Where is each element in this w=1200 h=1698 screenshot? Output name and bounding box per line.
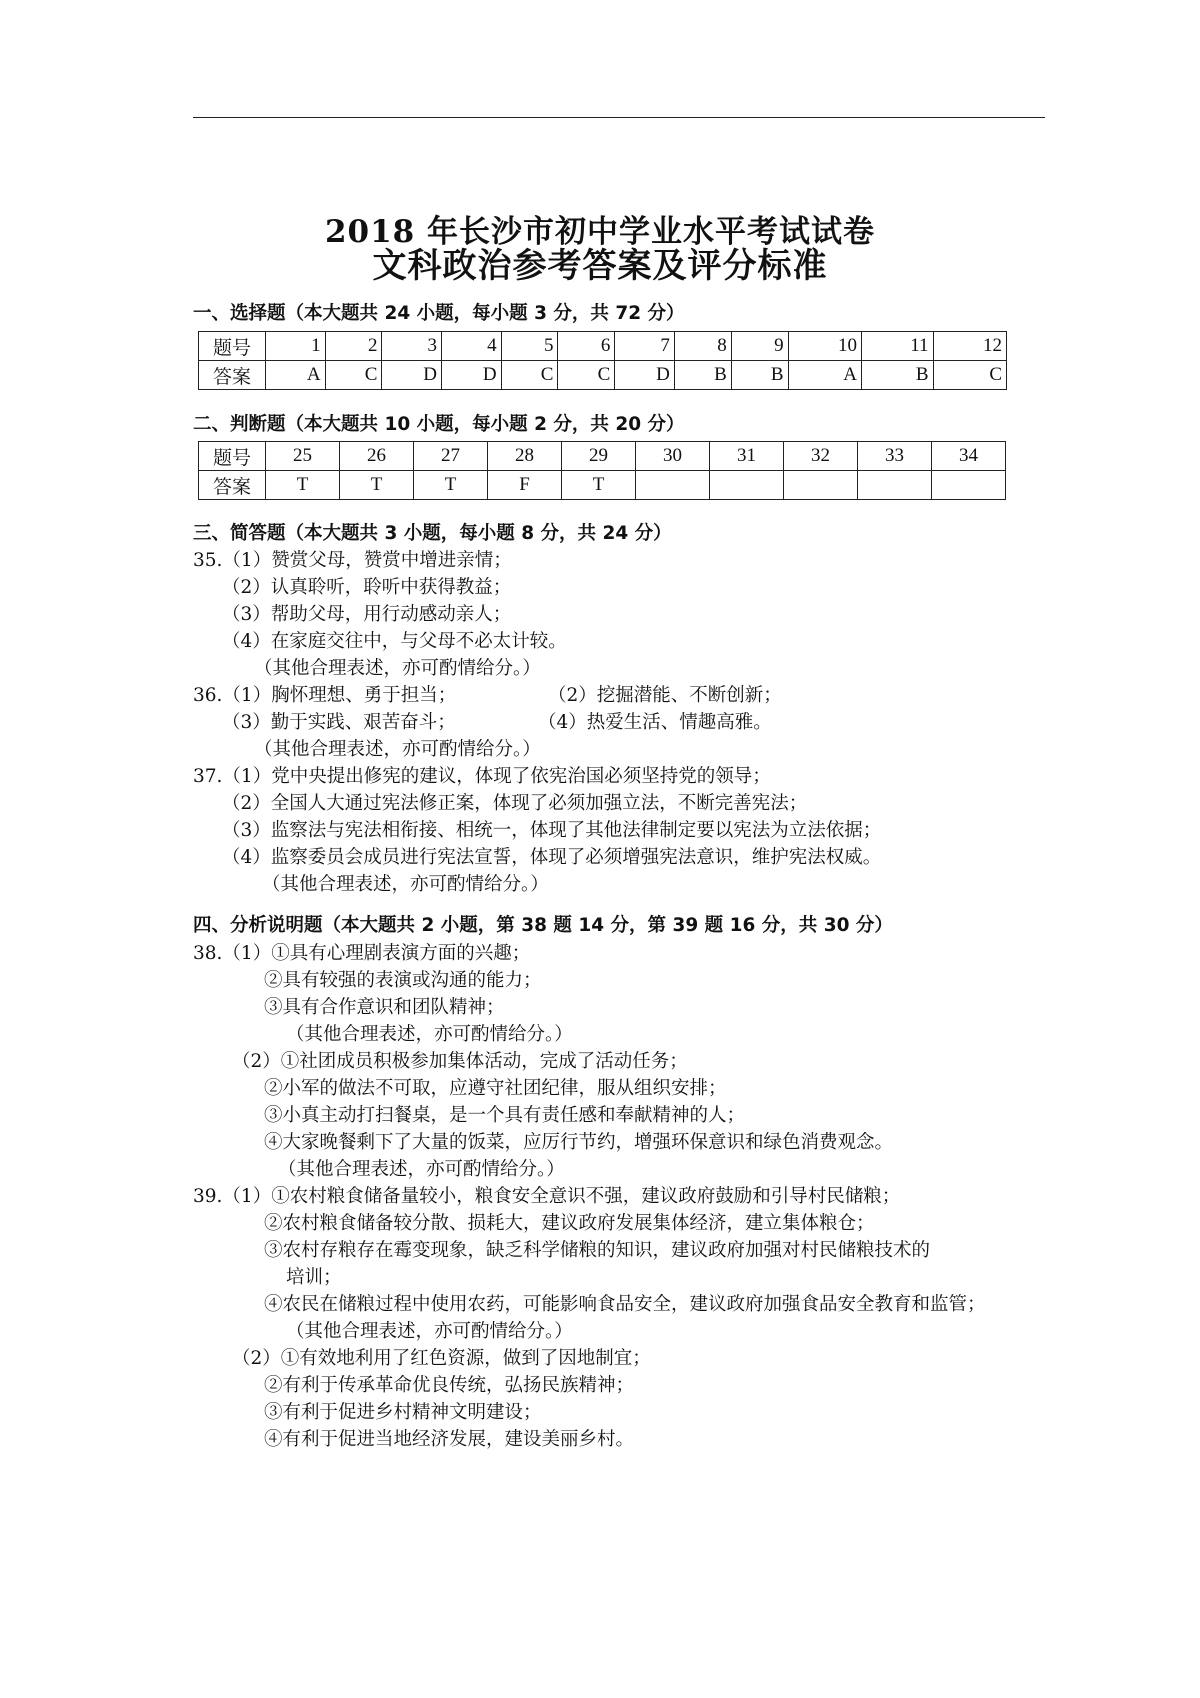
question-number: 11	[861, 332, 933, 361]
scoring-note: （其他合理表述，亦可酌情给分。）	[286, 1024, 573, 1045]
answer-line: ③具有合作意识和团队精神；	[264, 997, 505, 1018]
answer-line: ③有利于促进乡村精神文明建设；	[264, 1402, 542, 1423]
answer-cell: C	[325, 361, 382, 390]
question-number: 34	[932, 442, 1006, 471]
answer-cell: C	[933, 361, 1006, 390]
answer-cell: D	[382, 361, 442, 390]
answer-line: ②有利于传承革命优良传统，弘扬民族精神；	[264, 1375, 635, 1396]
question-number: 1	[266, 332, 326, 361]
question-number: 10	[788, 332, 861, 361]
question-number: 9	[731, 332, 788, 361]
answer-cell: B	[674, 361, 731, 390]
row-label: 题号	[199, 332, 266, 361]
answer-cell: A	[788, 361, 861, 390]
answer-line: （4）在家庭交往中，与父母不必太计较。	[222, 631, 567, 652]
answer-line: ③农村存粮存在霉变现象，缺乏科学储粮的知识，建议政府加强对村民储粮技术的	[264, 1240, 931, 1261]
table-row	[199, 471, 1006, 500]
answer-cell: T	[414, 471, 488, 500]
answer-line: （3）监察法与宪法相衔接、相统一，体现了其他法律制定要以宪法为立法依据；	[222, 820, 882, 841]
answer-cell: T	[562, 471, 636, 500]
answer-line: ②农村粮食储备较分散、损耗大，建议政府发展集体经济，建立集体粮仓；	[264, 1213, 875, 1234]
scoring-note: （其他合理表述，亦可酌情给分。）	[262, 874, 549, 895]
question-number: 6	[558, 332, 615, 361]
question-number: 3	[382, 332, 442, 361]
answer-cell	[636, 471, 710, 500]
answer-line: （3）勤于实践、艰苦奋斗；	[222, 712, 456, 733]
answer-line: 36.（1）胸怀理想、勇于担当；	[193, 685, 457, 706]
question-number: 26	[340, 442, 414, 471]
answer-line: （4）监察委员会成员进行宪法宣誓，体现了必须增强宪法意识，维护宪法权威。	[222, 847, 882, 868]
question-number: 5	[501, 332, 558, 361]
scoring-note: （其他合理表述，亦可酌情给分。）	[278, 1159, 565, 1180]
scoring-note: （其他合理表述，亦可酌情给分。）	[286, 1321, 573, 1342]
answer-cell: D	[615, 361, 675, 390]
scoring-note: （其他合理表述，亦可酌情给分。）	[254, 739, 541, 760]
answer-cell: A	[266, 361, 326, 390]
answer-cell: B	[731, 361, 788, 390]
row-label: 题号	[199, 442, 266, 471]
answer-line: ④大家晚餐剩下了大量的饭菜，应厉行节约，增强环保意识和绿色消费观念。	[264, 1132, 894, 1153]
answer-line: ②小军的做法不可取，应遵守社团纪律，服从组织安排；	[264, 1078, 727, 1099]
answer-line: 35.（1）赞赏父母，赞赏中增进亲情；	[193, 550, 512, 571]
answer-line: （2）挖掘潜能、不断创新；	[548, 685, 782, 706]
answer-line: （2）认真聆听，聆听中获得教益；	[222, 577, 512, 598]
question-number: 4	[442, 332, 502, 361]
question-number: 25	[266, 442, 340, 471]
answer-line: （4）热爱生活、情趣高雅。	[538, 712, 772, 733]
judgement-answer-table	[198, 441, 1006, 500]
section2-heading: 二、判断题（本大题共 10 小题，每小题 2 分，共 20 分）	[193, 414, 685, 435]
question-number: 29	[562, 442, 636, 471]
answer-cell	[932, 471, 1006, 500]
answer-cell: B	[861, 361, 933, 390]
answer-line: 培训；	[286, 1267, 342, 1288]
question-number: 7	[615, 332, 675, 361]
exam-title: 2018 年长沙市初中学业水平考试试卷	[324, 214, 876, 250]
answer-cell: D	[442, 361, 502, 390]
section1-heading: 一、选择题（本大题共 24 小题，每小题 3 分，共 72 分）	[193, 303, 685, 324]
question-number: 2	[325, 332, 382, 361]
answer-cell: C	[501, 361, 558, 390]
answer-cell: T	[266, 471, 340, 500]
answer-line: 37.（1）党中央提出修宪的建议，体现了依宪治国必须坚持党的领导；	[193, 766, 771, 787]
header-rule	[193, 117, 1045, 118]
answer-cell	[710, 471, 784, 500]
scoring-note: （其他合理表述，亦可酌情给分。）	[254, 658, 541, 679]
table-row	[199, 442, 1006, 471]
answer-line: 38.（1）①具有心理剧表演方面的兴趣；	[193, 943, 531, 964]
question-number: 8	[674, 332, 731, 361]
choice-answer-table	[198, 331, 1007, 390]
answer-line: （2）①有效地利用了红色资源，做到了因地制宜；	[232, 1348, 651, 1369]
answer-line: ④有利于促进当地经济发展，建设美丽乡村。	[264, 1429, 635, 1450]
question-number: 27	[414, 442, 488, 471]
answer-cell: T	[340, 471, 414, 500]
answer-key-title: 文科政治参考答案及评分标准	[372, 246, 828, 286]
question-number: 31	[710, 442, 784, 471]
answer-line: 39.（1）①农村粮食储备量较小，粮食安全意识不强，建议政府鼓励和引导村民储粮；	[193, 1186, 901, 1207]
question-number: 32	[784, 442, 858, 471]
answer-cell	[784, 471, 858, 500]
section3-heading: 三、简答题（本大题共 3 小题，每小题 8 分，共 24 分）	[193, 523, 672, 544]
row-label: 答案	[199, 471, 266, 500]
answer-cell	[858, 471, 932, 500]
table-row	[199, 332, 1007, 361]
answer-line: （3）帮助父母，用行动感动亲人；	[222, 604, 512, 625]
section4-heading: 四、分析说明题（本大题共 2 小题，第 38 题 14 分，第 39 题 16 分，共 30 分）	[193, 915, 893, 936]
answer-line: （2）①社团成员积极参加集体活动，完成了活动任务；	[232, 1051, 688, 1072]
answer-line: （2）全国人大通过宪法修正案，体现了必须加强立法，不断完善宪法；	[222, 793, 808, 814]
table-row	[199, 361, 1007, 390]
question-number: 28	[488, 442, 562, 471]
answer-line: ③小真主动打扫餐桌，是一个具有责任感和奉献精神的人；	[264, 1105, 746, 1126]
answer-cell: F	[488, 471, 562, 500]
answer-cell: C	[558, 361, 615, 390]
row-label: 答案	[199, 361, 266, 390]
answer-line: ②具有较强的表演或沟通的能力；	[264, 970, 542, 991]
question-number: 33	[858, 442, 932, 471]
question-number: 30	[636, 442, 710, 471]
answer-line: ④农民在储粮过程中使用农药，可能影响食品安全，建议政府加强食品安全教育和监管；	[264, 1294, 986, 1315]
question-number: 12	[933, 332, 1006, 361]
